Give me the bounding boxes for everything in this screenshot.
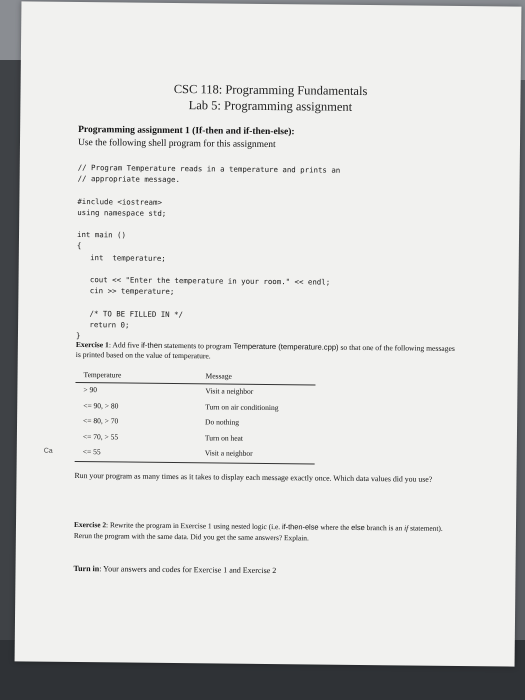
row-message: Do nothing: [205, 417, 240, 427]
row-temperature: <= 55: [82, 447, 101, 457]
row-temperature: <= 90, > 80: [83, 400, 119, 410]
row-message: Turn on air conditioning: [205, 401, 279, 412]
row-message: Visit a neighbor: [205, 386, 254, 396]
document-header: [140, 81, 400, 116]
paper-sheet: [15, 1, 522, 666]
header-message: Message: [205, 371, 232, 381]
exercise-1-text-a: : Add five: [108, 340, 142, 350]
exercise-2-label: Exercise 2: [73, 519, 107, 530]
exercise-2-keyword-1: if-then-else: [281, 522, 319, 532]
exercise-2-text-c: branch is an: [364, 523, 405, 533]
exercise-1: [76, 340, 456, 364]
assignment-title: Programming assignment 1 (If-then and if-then-else):: [78, 125, 295, 138]
run-instructions: Run your program as many times as it takes to display each message exactly once. Which data values did you use?: [74, 470, 433, 484]
exercise-2-text-b: where the: [318, 522, 352, 532]
row-message: Turn on heat: [204, 432, 244, 443]
turn-in-text: : Your answers and codes for Exercise 1 and Exercise 2: [99, 564, 277, 576]
assignment-subtitle: Use the following shell program for this assignment: [77, 138, 276, 151]
exercise-2-text-a: : Rewrite the program in Exercise 1 using nested logic (i.e.: [106, 520, 283, 532]
exercise-1-text-c: so that one of the following messages is printed based on the value of temperature.: [75, 342, 455, 361]
exercise-1-text-b: statements to program: [162, 340, 234, 351]
exercise-2-text-d: statement). Rerun the program with the same data. Did you get the same answers? Explain.: [73, 523, 443, 542]
turn-in: [73, 564, 453, 577]
exercise-1-program: Temperature (temperature.cpp): [233, 341, 339, 352]
row-temperature: <= 80, > 70: [83, 416, 119, 426]
row-temperature: > 90: [83, 385, 98, 395]
table-row: [43, 445, 315, 463]
exercise-2-keyword-3: if: [404, 523, 409, 533]
exercise-2: [74, 520, 454, 545]
temperature-table: [43, 370, 316, 464]
handwritten-note: Ca: [43, 447, 53, 455]
header-temperature: Temperature: [83, 370, 122, 380]
course-title: CSC 118: Programming Fundamentals: [173, 81, 368, 99]
row-temperature: <= 70, > 55: [82, 431, 119, 441]
lab-title: Lab 5: Programming assignment: [188, 98, 353, 114]
exercise-1-keyword: if-then: [141, 340, 163, 350]
row-message: Visit a neighbor: [204, 448, 253, 458]
turn-in-label: Turn in: [73, 563, 100, 574]
exercise-1-label: Exercise 1: [75, 339, 109, 350]
exercise-2-keyword-2: else: [351, 522, 365, 533]
code-listing: // Program Temperature reads in a temperature and prints an // appropriate message. #include <iostream> using namespace std; int main () { int temperature; cout << "Enter the temperature in your room." << endl; cin >> temperature; /* TO BE FILLED IN */ return 0; }: [75, 162, 341, 341]
